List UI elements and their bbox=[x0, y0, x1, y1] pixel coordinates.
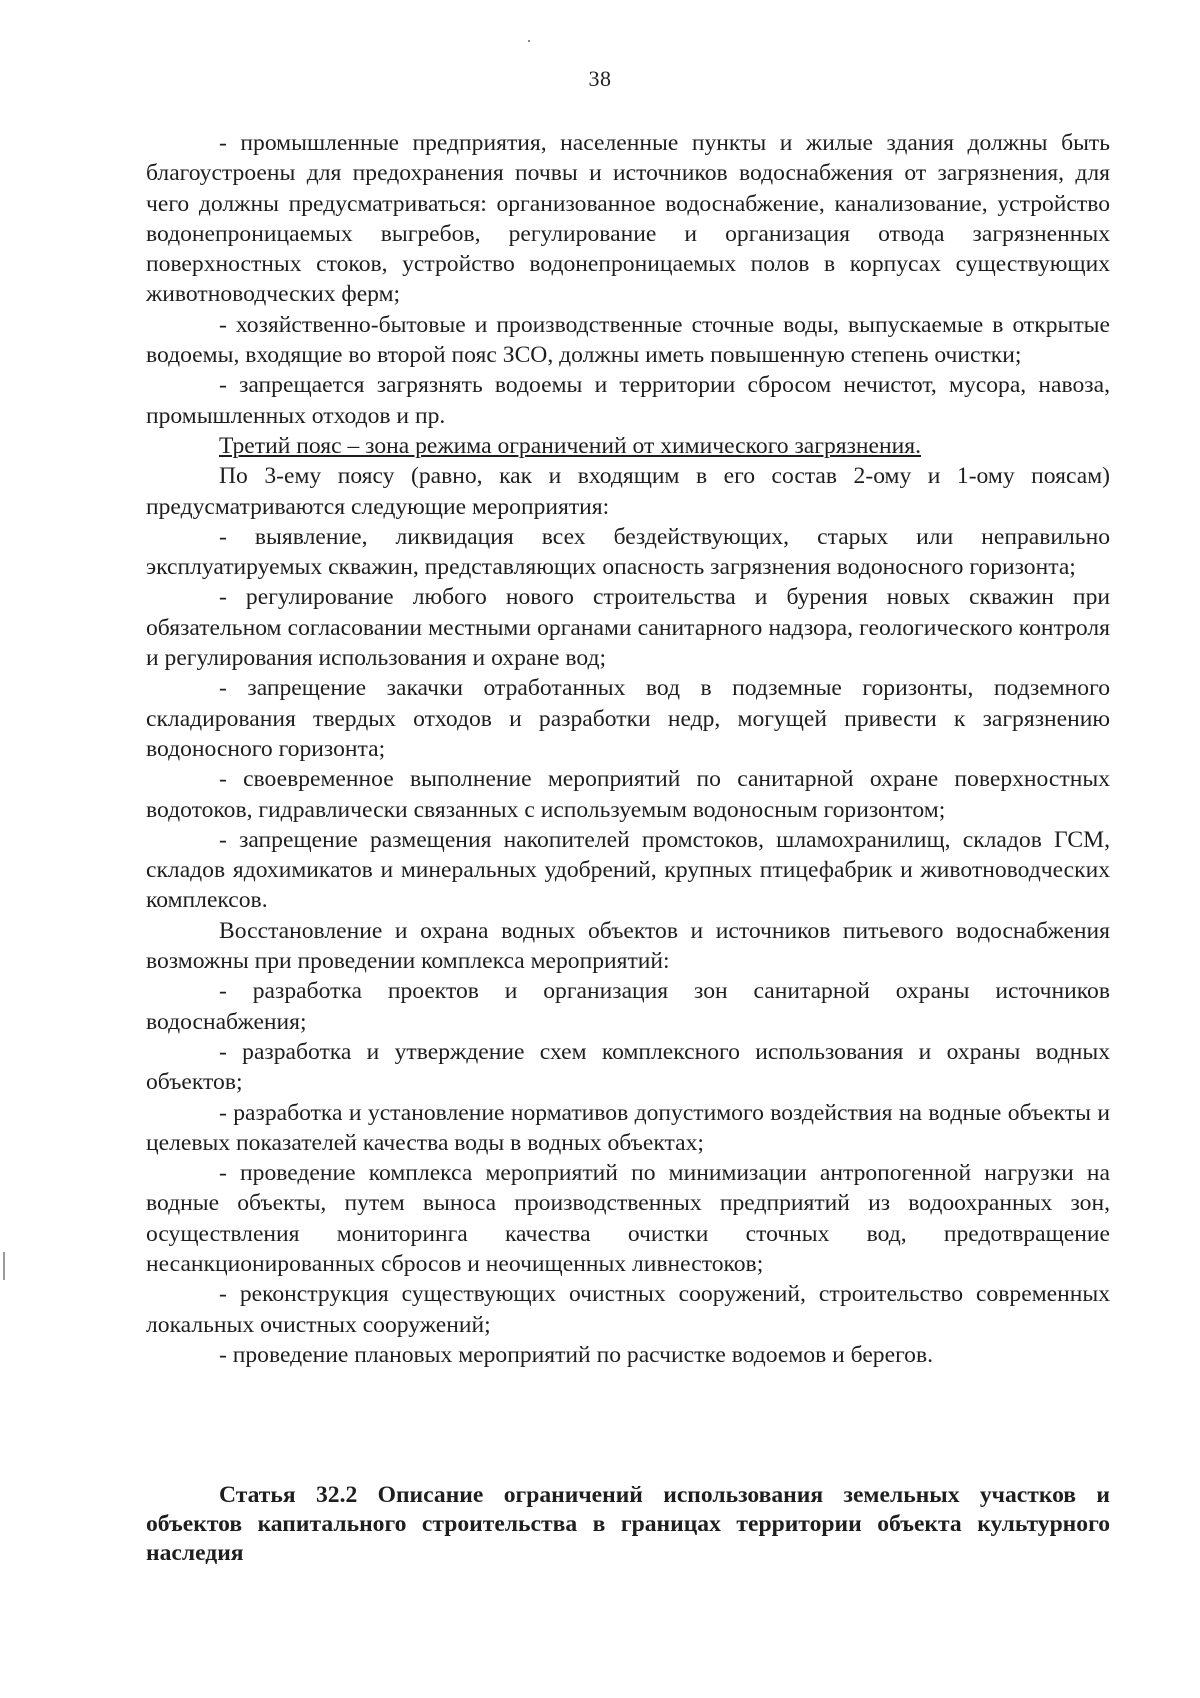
scan-edge-mark bbox=[3, 1252, 5, 1280]
scan-dot-mark bbox=[528, 40, 530, 42]
article-heading: Статья 32.2 Описание ограничений использования земельных участков и объектов капитального строительства в границах территории объекта культурного наследия bbox=[146, 1482, 1110, 1566]
paragraph-injection-ban: - запрещение закачки отработанных вод в подземные горизонты, подземного складирования твердых отходов и разработки недр, могущей привести к загрязнению водоносного горизонта; bbox=[146, 675, 1110, 762]
paragraph-impact-standards: - разработка и установление нормативов допустимого воздействия на водные объекты и целевых показателей качества воды в водных объектах; bbox=[146, 1099, 1110, 1156]
body-text bbox=[146, 128, 1110, 1370]
paragraph-pollution-ban: - запрещается загрязнять водоемы и территории сбросом нечистот, мусора, навоза, промышленных отходов и пр. bbox=[146, 372, 1110, 429]
paragraph-restoration-intro: Восстановление и охрана водных объектов и источников питьевого водоснабжения возможны при проведении комплекса мероприятий: bbox=[146, 917, 1110, 975]
paragraph-construction-regulation: - регулирование любого нового строительства и бурения новых скважин при обязательном согласовании местными органами санитарного надзора, геологического контроля и регулирования использования и охране вод; bbox=[146, 584, 1110, 672]
paragraph-sanitation-measures: - промышленные предприятия, населенные пункты и жилые здания должны быть благоустроены для предохранения почвы и источников водоснабжения от загрязнения, для чего должны предусматриваться: организованное водоснабжение, канализование, устройство водонепроницаемых выгребов, регулирование и организация отвода загрязненных поверхностных стоков, устройство водонепроницаемых полов в корпусах существующих животноводческих ферм; bbox=[146, 130, 1110, 308]
page-number: 38 bbox=[588, 66, 612, 91]
paragraph-surface-water-protection: - своевременное выполнение мероприятий по санитарной охране поверхностных водотоков, гидравлически связанных с используемым водоносным горизонтом; bbox=[146, 766, 1110, 823]
paragraph-protection-zones: - разработка проектов и организация зон санитарной охраны источников водоснабжения; bbox=[146, 978, 1110, 1035]
third-zone-title-text: Третий пояс – зона режима ограничений от химического загрязнения. bbox=[219, 432, 922, 459]
paragraph-third-zone-intro: По 3-ему поясу (равно, как и входящим в его состав 2-ому и 1-ому поясам) предусматриваются следующие мероприятия: bbox=[146, 463, 1110, 520]
paragraph-treatment-reconstruction: - реконструкция существующих очистных сооружений, строительство современных локальных очистных сооружений; bbox=[146, 1281, 1110, 1338]
paragraph-wells-liquidation: - выявление, ликвидация всех бездействующих, старых или неправильно эксплуатируемых скважин, представляющих опасность загрязнения водоносного горизонта; bbox=[146, 523, 1110, 581]
paragraph-anthropogenic-load: - проведение комплекса мероприятий по минимизации антропогенной нагрузки на водные объекты, путем выноса производственных предприятий из водоохранных зон, осуществления мониторинга качества очистки сточных вод, предотвращение несанкционированных сбросов и неочищенных ливнестоков; bbox=[146, 1160, 1110, 1277]
paragraph-third-zone-title bbox=[146, 431, 1110, 461]
paragraph-storage-ban: - запрещение размещения накопителей промстоков, шламохранилищ, складов ГСМ, складов ядохимикатов и минеральных удобрений, крупных птицефабрик и животноводческих комплексов. bbox=[146, 826, 1110, 914]
paragraph-wastewater-treatment: - хозяйственно-бытовые и производственные сточные воды, выпускаемые в открытые водоемы, входящие во второй пояс ЗСО, должны иметь повышенную степень очистки; bbox=[146, 311, 1110, 369]
paragraph-cleaning-works: - проведение плановых мероприятий по расчистке водоемов и берегов. bbox=[219, 1341, 933, 1368]
paragraph-usage-schemes: - разработка и утверждение схем комплексного использования и охраны водных объектов; bbox=[146, 1038, 1110, 1096]
